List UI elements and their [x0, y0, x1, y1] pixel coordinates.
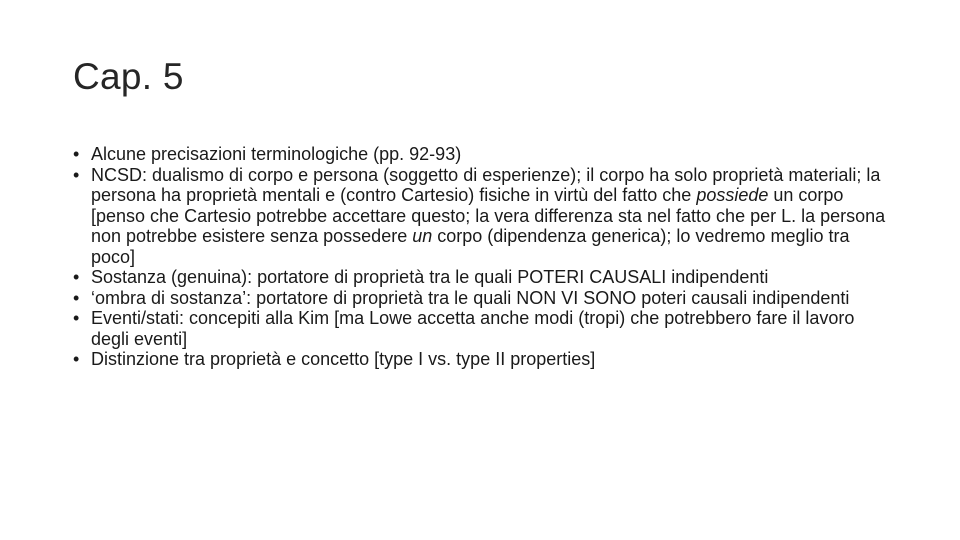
bullet-item — [73, 349, 893, 370]
bullet-item — [73, 144, 893, 165]
bullet-text: Distinzione tra proprietà e concetto [type I vs. type II properties] — [91, 349, 596, 369]
bullet-text: Sostanza (genuina): portatore di proprietà tra le quali POTERI CAUSALI indipendenti — [91, 267, 769, 287]
bullet-text: NCSD: dualismo di corpo e persona (soggetto di esperienze); il corpo ha solo proprietà materiali; la persona ha proprietà mentali e (contro Cartesio) fisiche in virtù del fatto che — [91, 164, 881, 205]
bullet-item — [73, 165, 893, 268]
bullet-text: ‘ombra di sostanza’: portatore di proprietà tra le quali NON VI SONO poteri causali indipendenti — [91, 287, 850, 308]
bullet-dot: • — [73, 349, 80, 369]
bullet-text-italic: un — [412, 226, 433, 246]
bullet-item — [73, 288, 893, 309]
bullet-text: corpo (dipendenza generica); lo vedremo meglio tra poco] — [91, 226, 850, 267]
bullet-dot: • — [73, 267, 80, 287]
slide-title: Cap. 5 — [73, 56, 184, 97]
bullet-dot: • — [73, 164, 80, 185]
bullet-text: Alcune precisazioni terminologiche (pp. 92-93) — [91, 144, 462, 164]
bullet-text: un corpo [penso che Cartesio potrebbe accettare questo; la vera differenza sta nel fatto che per L. la persona non potrebbe esistere senza possedere — [91, 185, 886, 246]
bullet-dot: • — [73, 287, 80, 308]
bullet-dot: • — [73, 144, 80, 164]
bullet-text: Eventi/stati: concepiti alla Kim [ma Lowe accetta anche modi (tropi) che potrebbero fare il lavoro degli eventi] — [91, 308, 855, 349]
bullet-item — [73, 308, 893, 349]
bullet-dot: • — [73, 308, 80, 328]
bullet-text-italic: possiede — [696, 185, 769, 205]
bullet-item — [73, 267, 893, 288]
bullet-list — [73, 144, 893, 370]
